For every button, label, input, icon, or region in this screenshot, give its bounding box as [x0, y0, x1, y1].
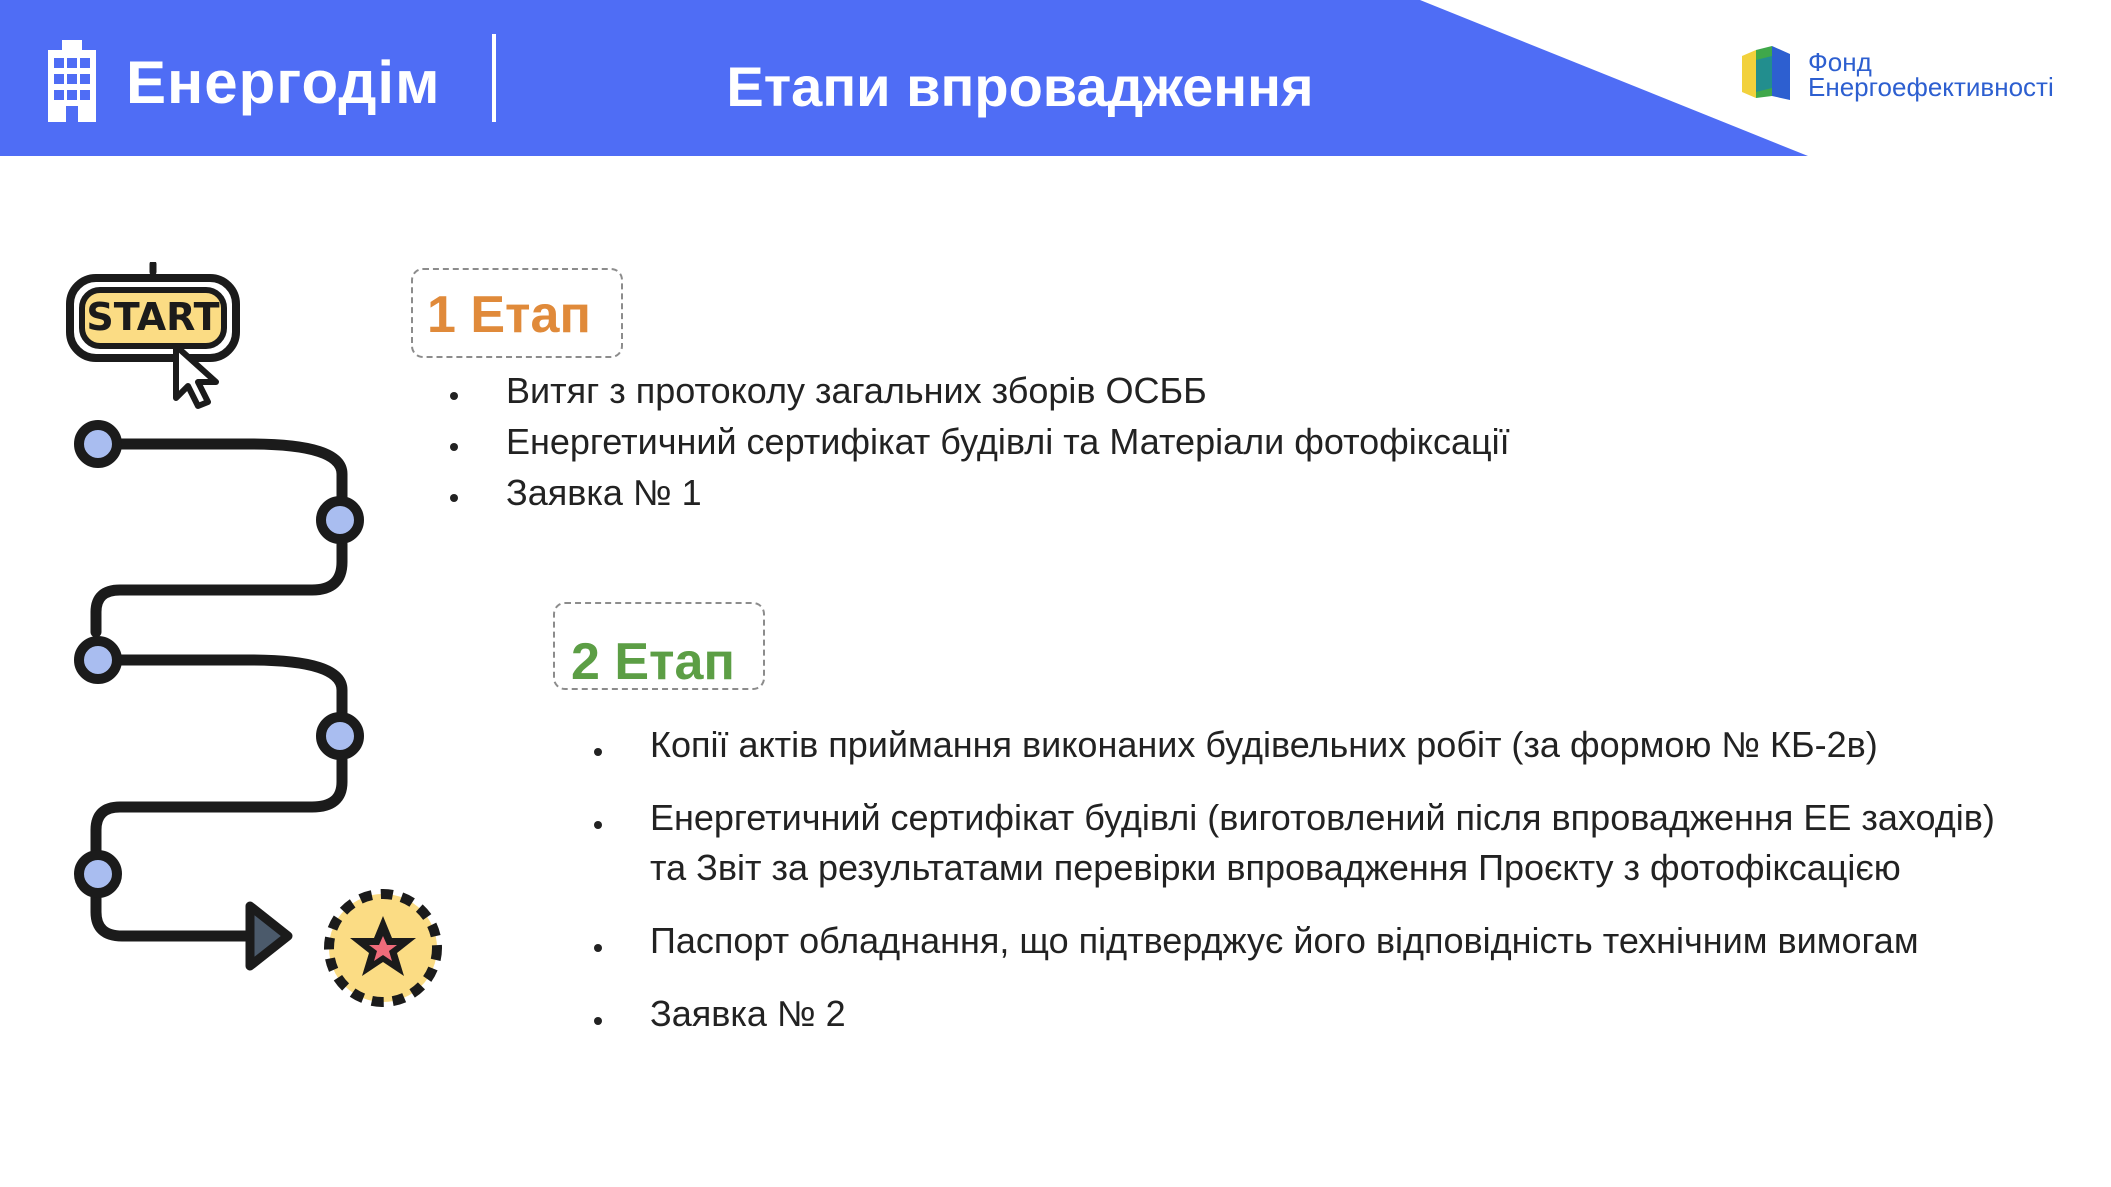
list-item-text: Енергетичний сертифікат будівлі (виготовлений після впровадження ЕЕ заходів): [650, 797, 1995, 838]
stage-1-document-list: [506, 366, 1510, 519]
list-item-text: Енергетичний сертифікат будівлі та Матеріали фотофіксації: [506, 421, 1510, 462]
list-item: [650, 793, 1995, 893]
list-item-text: Паспорт обладнання, що підтверджує його відповідність технічним вимогам: [650, 920, 1919, 961]
list-item-text: Копії актів приймання виконаних будівельних робіт (за формою № КБ-2в): [650, 724, 1878, 765]
partner-name-line-1: Фонд: [1808, 47, 1872, 77]
page-title: Етапи впровадження: [726, 55, 1314, 118]
finish-star-icon: [329, 894, 437, 1002]
list-item: [506, 417, 1510, 468]
route-path: [96, 444, 342, 936]
list-item: [650, 720, 1995, 770]
list-item: [650, 989, 1995, 1039]
stage-2-heading: 2 Етап: [553, 602, 765, 690]
list-item: [506, 468, 1510, 519]
list-item: [650, 916, 1995, 966]
start-button-icon: [70, 264, 236, 358]
brand-name: Енергодім: [126, 49, 441, 116]
bullet-icon: [450, 494, 458, 502]
bullet-icon: [594, 821, 602, 829]
start-label: START: [86, 295, 220, 339]
list-item-text: Заявка № 1: [506, 472, 702, 513]
roadmap-illustration: [50, 262, 470, 1022]
stage-2-document-list: [650, 720, 1995, 1062]
bullet-icon: [450, 443, 458, 451]
list-item-text: Витяг з протоколу загальних зборів ОСББ: [506, 370, 1207, 411]
list-item-text: Заявка № 2: [650, 993, 846, 1034]
bullet-icon: [594, 748, 602, 756]
bullet-icon: [450, 392, 458, 400]
route-arrow-icon: [250, 906, 288, 966]
energy-fund-logo-icon: [1742, 46, 1790, 104]
building-icon: [42, 36, 102, 124]
partner-name-line-2: Енергоефективності: [1808, 72, 2054, 102]
stage-1-heading: 1 Етап: [411, 268, 623, 358]
list-item-text-continued: та Звіт за результатами перевірки впровадження Проєкту з фотофіксацією: [650, 847, 1901, 888]
bullet-icon: [594, 944, 602, 952]
bullet-icon: [594, 1017, 602, 1025]
header-divider: [492, 34, 496, 122]
list-item: [506, 366, 1510, 417]
